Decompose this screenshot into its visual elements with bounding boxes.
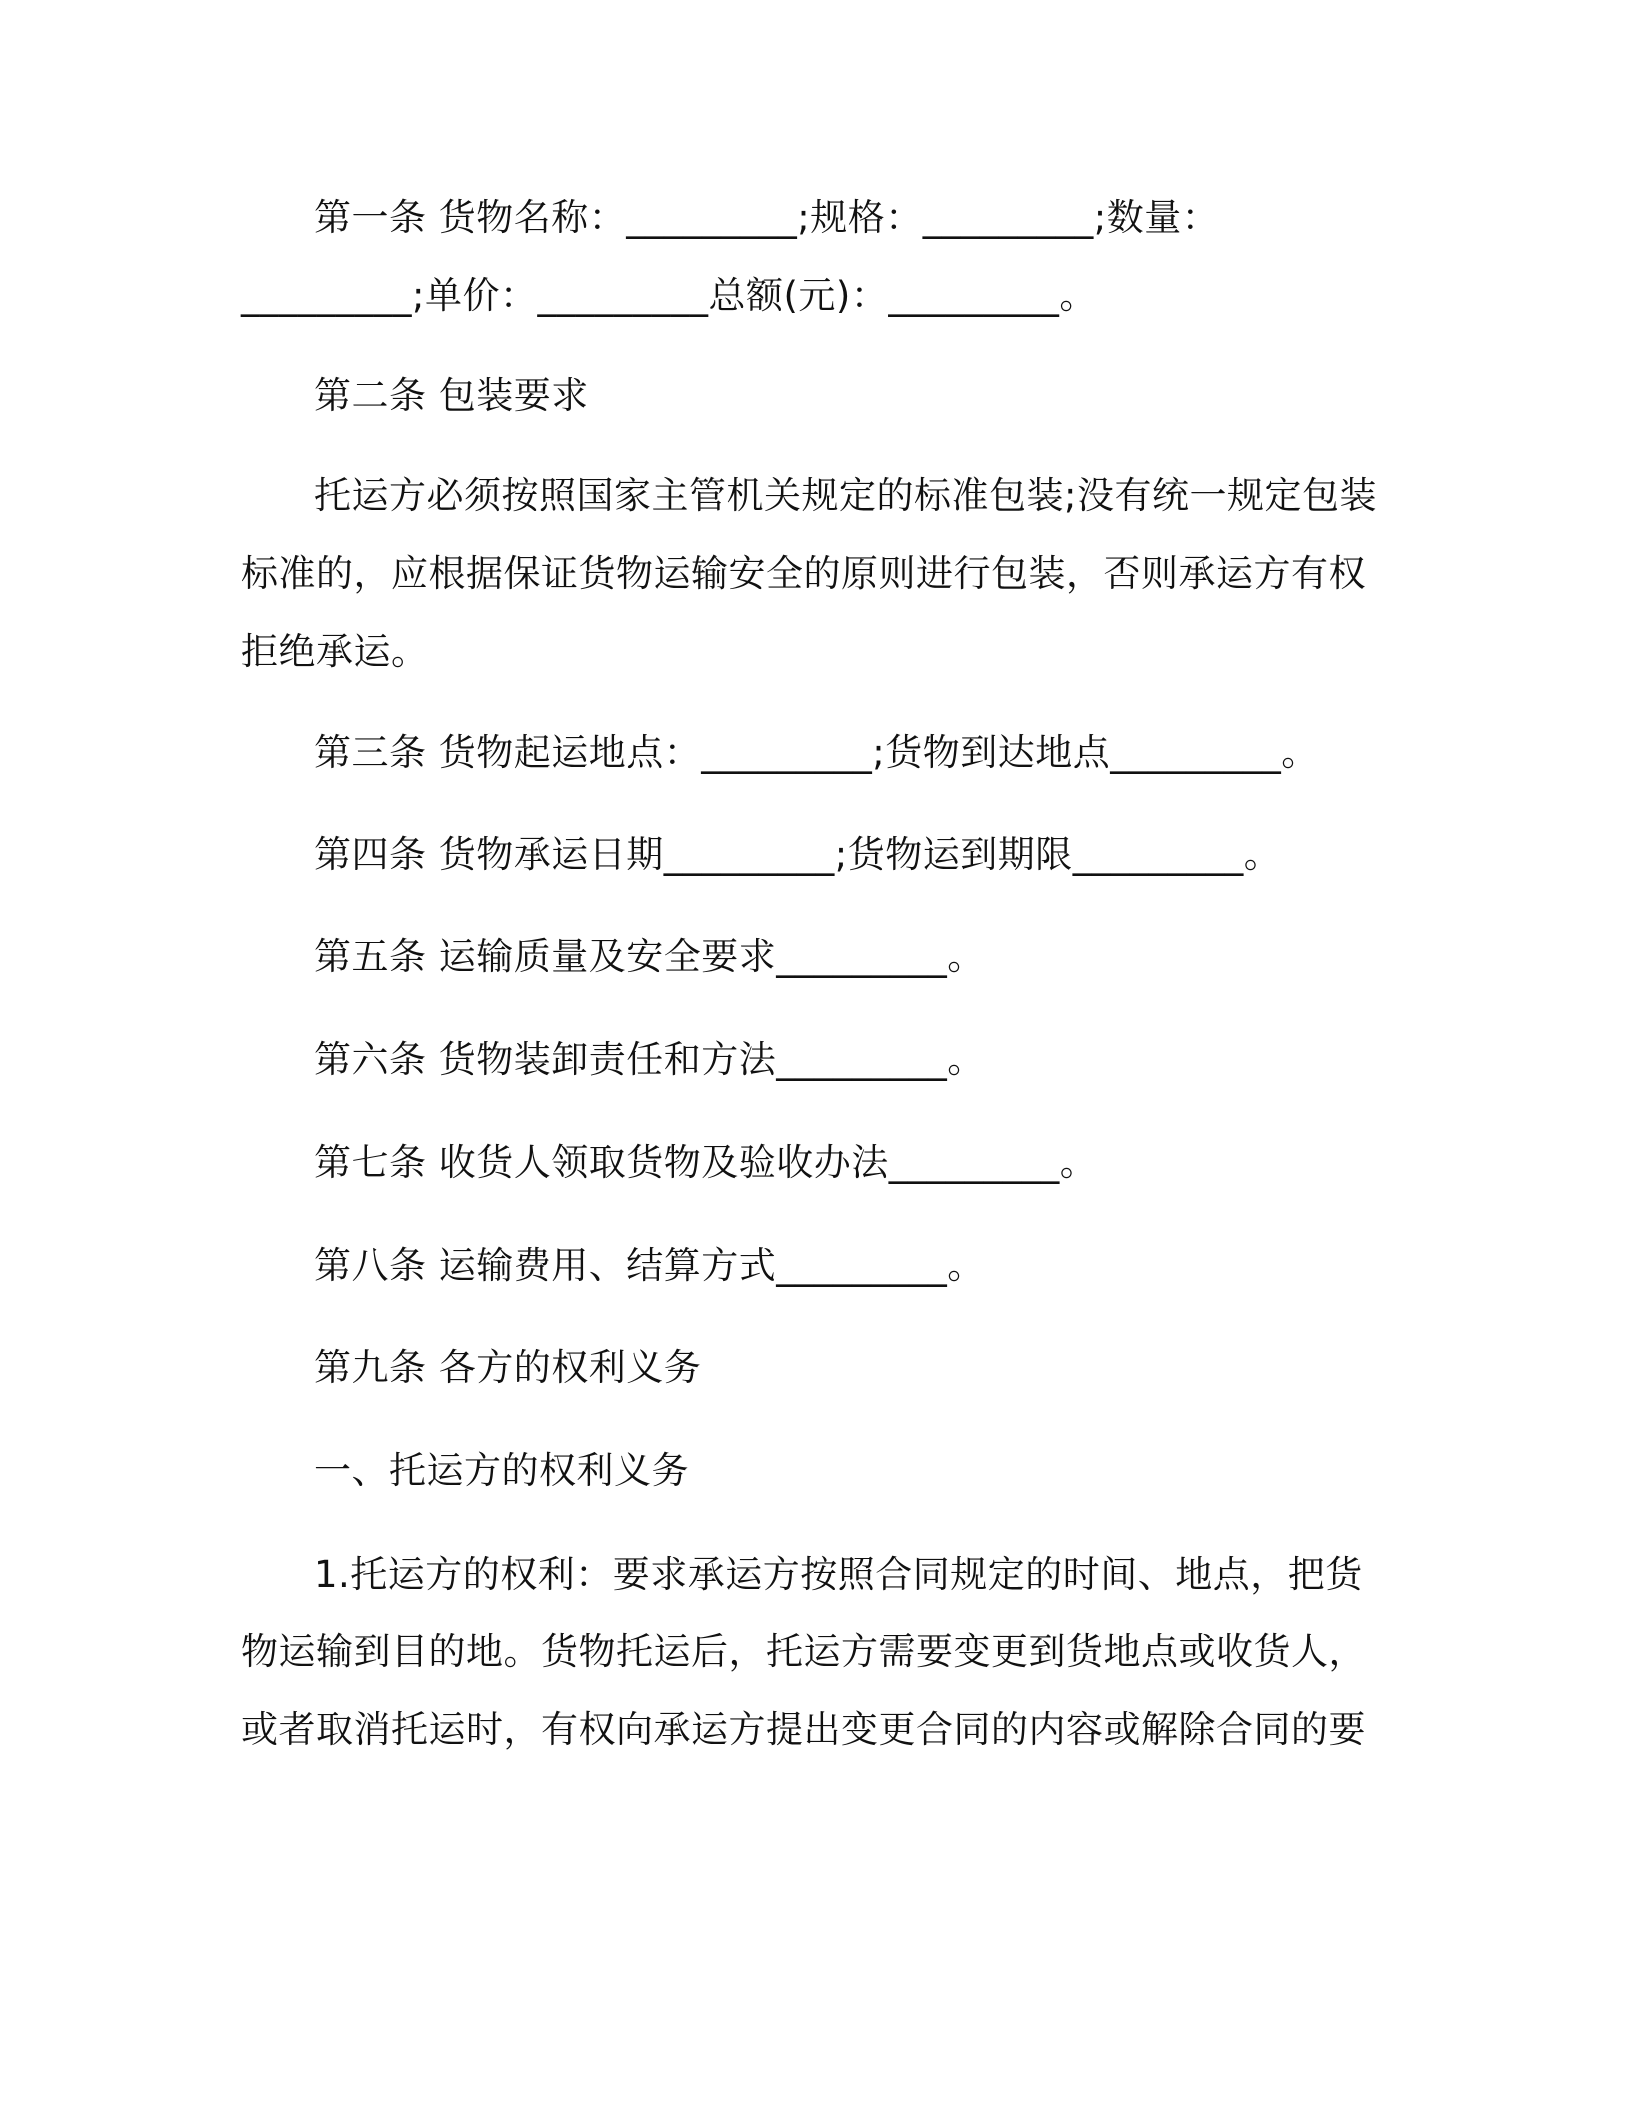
article-7-line: 第七条 收货人领取货物及验收办法_________。 (314, 1141, 1098, 1184)
article-9-heading: 第九条 各方的权利义务 (314, 1346, 702, 1389)
article-1-line-1: 第一条 货物名称：_________;规格：_________;数量： (314, 196, 1220, 239)
packaging-paragraph-line-2: 标准的，应根据保证货物运输安全的原则进行包装，否则承运方有权 (241, 552, 1366, 595)
article-4-line: 第四条 货物承运日期_________;货物运到期限_________。 (314, 833, 1282, 876)
shipper-rights-line-3: 或者取消托运时，有权向承运方提出变更合同的内容或解除合同的要 (241, 1708, 1366, 1751)
article-1-line-2: _________;单价：_________总额(元)：_________。 (241, 274, 1097, 317)
packaging-paragraph-line-3: 拒绝承运。 (241, 630, 429, 673)
shipper-rights-line-2: 物运输到目的地。货物托运后，托运方需要变更到货地点或收货人， (241, 1630, 1366, 1673)
article-5-line: 第五条 运输质量及安全要求_________。 (314, 935, 985, 978)
article-2-heading: 第二条 包装要求 (314, 374, 589, 417)
article-6-line: 第六条 货物装卸责任和方法_________。 (314, 1038, 985, 1081)
article-3-line: 第三条 货物起运地点：_________;货物到达地点_________。 (314, 731, 1319, 774)
article-8-line: 第八条 运输费用、结算方式_________。 (314, 1244, 985, 1287)
shipper-rights-line-1: 1.托运方的权利：要求承运方按照合同规定的时间、地点，把货 (314, 1553, 1363, 1596)
section-1-heading: 一、托运方的权利义务 (314, 1449, 689, 1492)
packaging-paragraph-line-1: 托运方必须按照国家主管机关规定的标准包装;没有统一规定包装 (314, 474, 1377, 517)
